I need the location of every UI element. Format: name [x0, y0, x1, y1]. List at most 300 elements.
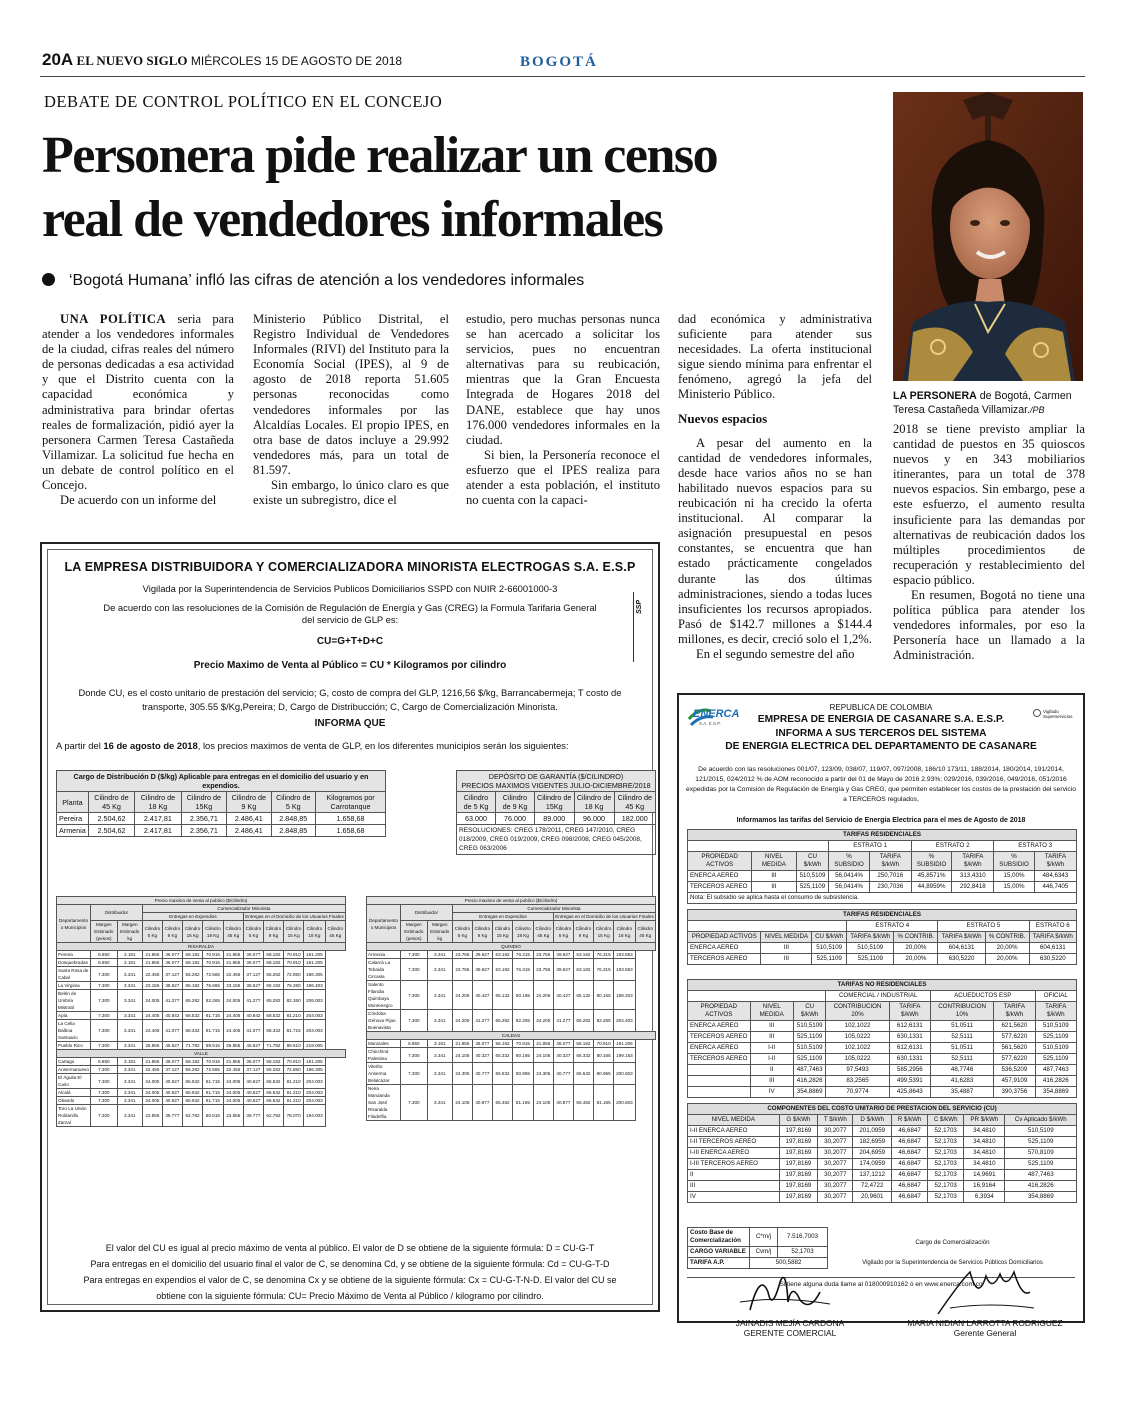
- table-cell: 21.855: [223, 959, 243, 967]
- table-cell: [688, 1065, 751, 1076]
- table-cell: 97,5493: [826, 1065, 889, 1076]
- guarantee-deposit-table: [456, 770, 656, 855]
- table-cell: 7.300: [91, 990, 118, 1012]
- column-header: Cilindro 18 Kg: [203, 921, 223, 943]
- column-header: Cv Aplicado $/kWh: [1005, 1115, 1077, 1126]
- table-cell: 446,7405: [1034, 882, 1076, 893]
- table-cell: 7.300: [91, 1042, 118, 1050]
- section-label: CALDAS: [367, 1032, 656, 1040]
- residential-tariffs-4-6: [687, 909, 1077, 965]
- table-cell: 34,4810: [964, 1159, 1005, 1170]
- table-cell: 52,1703: [928, 1181, 964, 1192]
- table-cell: 36.077: [162, 1058, 182, 1066]
- notice-intro: De acuerdo con las resoluciones de la Comisión de Regulación de Energía y Gas (CREG) la Formula Tarifaria General del servicio de GLP es:: [103, 602, 597, 625]
- cb-value: 7.516,7003: [778, 1228, 828, 1247]
- table-cell: 2.486,41: [227, 825, 271, 837]
- table-cell: I-II TERCEROS AEREO: [688, 1137, 780, 1148]
- table-cell: 21.855: [142, 951, 162, 959]
- table-cell: 52,5111: [931, 1054, 994, 1065]
- table-cell: 39.777: [162, 1105, 182, 1127]
- table-cell: 37.127: [162, 1066, 182, 1074]
- column-header: Cilindro de 45 Kg: [614, 792, 655, 813]
- column-header: Cilindro 45 Kg: [635, 921, 655, 943]
- table-row: [688, 1065, 1077, 1076]
- table-cell: 80.165: [593, 981, 613, 1010]
- column-header: TARIFA $/kWh: [1029, 932, 1076, 943]
- column-header: TARIFA $/kWh: [847, 932, 894, 943]
- table-cell: 24.005: [223, 1089, 243, 1097]
- table-cell: 23.755: [452, 951, 472, 959]
- table-cell: 40.627: [162, 1097, 182, 1105]
- tar-value: 500,5882: [750, 1258, 828, 1269]
- table-cell: 6.850: [91, 959, 118, 967]
- table-cell: 63.182: [573, 951, 593, 959]
- table-cell: 52,1703: [928, 1126, 964, 1137]
- table-cell: 3.341: [427, 1010, 452, 1032]
- column-header: Margen Estimado kg: [427, 921, 452, 943]
- column-header: Cilindro 45 Kg: [533, 921, 553, 943]
- table-cell: 65.182: [182, 982, 202, 990]
- table-cell: 630,5220: [938, 954, 985, 965]
- stratum-header: ESTRATO 1: [829, 841, 912, 852]
- table-cell: 604,6131: [938, 943, 985, 954]
- table-cell: 70.910: [283, 951, 303, 959]
- table-caption: TARIFAS RESIDENCIALES: [688, 830, 1077, 841]
- table-cell: 65.482: [573, 1085, 593, 1121]
- table-cell: 81.210: [283, 1074, 303, 1089]
- table-row: [57, 813, 386, 825]
- table-row: [688, 1076, 1077, 1087]
- paragraph: Ministerio Público Distrital, el Registro Individual de Vendedores Informales (RIVI) del Instituto para la Economía Social (IPES), al 9 de agosto de 2018 reporta 51.605 personas reconocidas como vendedores informales por las Alcaldías Locales. El propio IPES, en otra base de datos incluye a 29.992 vendedores más, para un total de 81.597.: [253, 312, 449, 477]
- table-cell: 65.282: [492, 1010, 512, 1032]
- section-name: BOGOTÁ: [520, 54, 598, 70]
- table-cell: 72,4722: [853, 1181, 892, 1192]
- table-cell: 22.455: [142, 967, 162, 982]
- footnote-line: El valor del CU es igual al precio máximo de venta al público. El valor de D se obtiene de la siguiente fórmula: D = CU-G-T: [105, 1243, 595, 1253]
- table-cell: 41.277: [243, 990, 263, 1012]
- table-cell: 51,0511: [931, 1021, 994, 1032]
- blank-cell: [688, 841, 829, 852]
- table-cell: 425,8643: [889, 1087, 930, 1098]
- deposit-value: 96.000: [574, 813, 614, 825]
- notice-title: LA EMPRESA DISTRIBUIDORA Y COMERCIALIZADORA MINORISTA ELECTROGAS S.A. E.S.P: [64, 560, 636, 574]
- table-cell: 58.182: [263, 1058, 283, 1066]
- table-cell: 48,7746: [931, 1065, 994, 1076]
- table-cell: 525,1109: [1035, 1054, 1076, 1065]
- table-cell: 24.105: [452, 1048, 472, 1063]
- table-cell: 65.532: [492, 1063, 512, 1085]
- table-cell: 525,1109: [1005, 1159, 1077, 1170]
- risaralda-valle-price-table: [56, 896, 346, 1127]
- table-cell: III: [752, 882, 796, 893]
- table-cell: 197,8169: [779, 1126, 818, 1137]
- table-cell: 40.877: [553, 1085, 573, 1121]
- column-header: Cilindro de 9 Kg: [495, 792, 534, 813]
- headline-line-1: Personera pide realizar un censo: [42, 127, 718, 184]
- table-cell: 197,8169: [779, 1192, 818, 1203]
- table-cell: 44,8959%: [911, 882, 951, 893]
- table-cell: 62.782: [263, 1105, 283, 1127]
- table-row: [688, 1032, 1077, 1043]
- table-row: [57, 1042, 346, 1050]
- table-cell: 21.855: [142, 959, 162, 967]
- table-cell: 3.341: [117, 967, 142, 982]
- table-cell: 65.532: [263, 1097, 283, 1105]
- table-cell: 72.850: [283, 1066, 303, 1074]
- table-cell: 46,6847: [892, 1126, 928, 1137]
- table-row: [57, 1020, 346, 1042]
- table-cell: 40.842: [243, 1012, 263, 1020]
- table-cell: 52,5111: [931, 1032, 994, 1043]
- table-cell: 51,0511: [931, 1043, 994, 1054]
- informa-line: DE ENERGIA ELECTRICA DEL DEPARTAMENTO DE CASANARE: [725, 741, 1037, 752]
- group-header: ACUEDUCTOS ESP: [931, 991, 1036, 1002]
- table-cell: Chinchiná Palestina: [367, 1048, 401, 1063]
- deposit-value: 76.000: [495, 813, 534, 825]
- caption-line: DEPÓSITO DE GARANTÍA ($/CILINDRO): [488, 772, 624, 781]
- table-cell: 36.077: [162, 959, 182, 967]
- paragraph: En el segundo semestre del año: [696, 646, 855, 661]
- footnote-line: obtiene con la siguiente fórmula: CU= Precio Máximo de Venta al Público / kilogramo por cilindro.: [156, 1291, 544, 1301]
- table-cell: 40.327: [472, 1048, 492, 1063]
- table-caption: COMPONENTES DEL COSTO UNITARIO DE PRESTACION DEL SERVICIO (CU): [688, 1104, 1077, 1115]
- column-header: TARIFA $/kWh: [952, 852, 994, 871]
- table-cell: I-III TERCEROS AEREO: [688, 1159, 780, 1170]
- table-cell: Apía: [57, 1012, 91, 1020]
- supervision-note: Vigilado por la Superintendencia de Servicios Públicos Domiciliarios: [862, 1260, 1043, 1266]
- column-header: Cilindro de 5 Kg: [457, 792, 496, 813]
- table-cell: 45,8571%: [911, 871, 951, 882]
- table-cell: 630,1331: [889, 1054, 930, 1065]
- section-row: [367, 943, 656, 951]
- table-cell: 46,6847: [892, 1137, 928, 1148]
- table-cell: 36.077: [243, 951, 263, 959]
- table-cell: 81.715: [283, 1020, 303, 1042]
- footnote-line: Para entregas en expendios el valor de C, se denomina Cx y se obtiene de la siguiente fórmula: Cx = CU-G-T-N-D. El valor del CU se: [83, 1275, 617, 1285]
- table-cell: 23.755: [533, 959, 553, 981]
- quindio-caldas-price-table: [366, 896, 656, 1121]
- column-header: Cilindro 45 Kg: [325, 921, 345, 943]
- column-header: T $/kWh: [818, 1115, 853, 1126]
- table-cell: 37.127: [243, 1066, 263, 1074]
- column-header: Cilindro 18 Kg: [614, 921, 635, 943]
- table-cell: 416,2826: [1005, 1181, 1077, 1192]
- table-row: [367, 1040, 656, 1048]
- column-header: NIVEL MEDIDA: [761, 932, 812, 943]
- table-cell: 197,8169: [779, 1170, 818, 1181]
- table-cell: 55.282: [182, 967, 202, 982]
- table-cell: Pueblo Rico: [57, 1042, 91, 1050]
- table-cell: 30,2077: [818, 1137, 853, 1148]
- table-cell: 41.077: [162, 1020, 182, 1042]
- lead-in: UNA POLÍTICA: [60, 312, 167, 326]
- table-row: [57, 1097, 346, 1105]
- table-cell: 37.127: [243, 967, 263, 982]
- table-cell: 81.165: [593, 1085, 613, 1121]
- table-cell: 15,00%: [994, 871, 1034, 882]
- table-cell: TERCEROS AEREO: [688, 1054, 751, 1065]
- table-cell: 204.003: [304, 1012, 325, 1020]
- table-cell: 219.005: [304, 1042, 325, 1050]
- table-cell: 204.003: [304, 1089, 325, 1097]
- table-cell: 70.915: [513, 1040, 533, 1048]
- table-cell: 24.005: [142, 990, 162, 1012]
- table-cell: Cartago: [57, 1058, 91, 1066]
- cb-unit: C*m/j: [750, 1228, 778, 1247]
- table-cell: 7.300: [401, 1085, 428, 1121]
- table-cell: 7.300: [91, 967, 118, 982]
- photo-credit: /PB: [1030, 405, 1045, 415]
- table-cell: 585,2956: [889, 1065, 930, 1076]
- resolutions-note: RESOLUCIONES: CREG 178/2011, CREG 147/2010, CREG 018/2009, CREG 019/2009, CREG 098/2008, CREG 045/2008, CREG 063/2006: [457, 825, 656, 855]
- table-cell: III: [752, 871, 796, 882]
- table-cell: 58.182: [182, 951, 202, 959]
- price-effective-note: [56, 740, 644, 751]
- table-cell: 390,3756: [994, 1087, 1035, 1098]
- enerca-notice: [677, 693, 1085, 1323]
- cb-label: Costo Base de Comercialización: [688, 1228, 750, 1247]
- stratum-header: ESTRATO 2: [911, 841, 994, 852]
- table-cell: 65.182: [263, 982, 283, 990]
- table-cell: 24.205: [533, 981, 553, 1010]
- column-header: Cilindro de 15Kg: [534, 792, 574, 813]
- table-row: [688, 1137, 1077, 1148]
- table-cell: 20,00%: [894, 954, 938, 965]
- table-cell: 21.855: [533, 1040, 553, 1048]
- table-caption: TARIFAS NO RESIDENCIALES: [688, 980, 1077, 991]
- col-group: Distribuidor: [401, 905, 453, 921]
- article-column-5: [893, 422, 1085, 664]
- table-cell: 416,2826: [1035, 1076, 1076, 1087]
- table-cell: 72.850: [283, 967, 303, 982]
- group-header: COMERCIAL / INDUSTRIAL: [826, 991, 931, 1002]
- table-cell: 510,5109: [1035, 1021, 1076, 1032]
- subsidy-note: Nota: El subsidio se aplica hasta el consumo de subsistencia.: [688, 893, 1077, 904]
- column-header: C $/kWh: [928, 1115, 964, 1126]
- table-cell: 81.715: [203, 1074, 223, 1089]
- table-cell: 52,1703: [928, 1159, 964, 1170]
- enerca-intro: De acuerdo con las resoluciones 001/07, 123/09, 038/07, 119/07, 097/2008, 186/10 173/11, 188/2014, 180/2014, 191/2014, 121/2015, 024/2012 % de AOM reconocido a partir del 01 de Mayo de 2016 2.93%; 029/2016, 039/2016, 049/2016, 051/2016 expedidas por la Comisión de Regulación de Energía y Gas CREG, que permiten establecer los costos de la prestación del servicio a TERCEROS regulados,: [686, 766, 1076, 803]
- table-cell: Manizales: [367, 1040, 401, 1048]
- notice-vigilada: Vigilada por la Superintendencia de Servicios Publicos Domiciliarios SSPD con NUIR 2-66001000-3: [142, 583, 558, 594]
- table-cell: II: [750, 1065, 793, 1076]
- table-cell: 24.005: [223, 990, 243, 1012]
- note-prefix: A partir del: [56, 740, 104, 751]
- table-cell: 20,00%: [894, 943, 938, 954]
- column-header: Margen Estimado (pesos): [401, 921, 428, 943]
- column-header: Cilindro de 18 Kg: [574, 792, 614, 813]
- table-cell: 204,6959: [853, 1148, 892, 1159]
- table-cell: 25.855: [142, 1042, 162, 1050]
- table-cell: 63.182: [492, 951, 512, 959]
- column-header: Cilindro 15 Kg: [492, 921, 512, 943]
- column-header: Cilindro de 18 Kg: [135, 792, 181, 813]
- table-cell: III: [750, 1021, 793, 1032]
- table-cell: Alcalá: [57, 1089, 91, 1097]
- table-cell: 65.532: [182, 1074, 202, 1089]
- table-row: [57, 982, 346, 990]
- table-cell: 23.855: [223, 1105, 243, 1127]
- table-cell: 7.300: [401, 951, 428, 959]
- table-cell: 52,1703: [928, 1148, 964, 1159]
- table-cell: 6,3934: [964, 1192, 1005, 1203]
- notice-footnotes: [58, 1240, 642, 1304]
- table-cell: 2.504,62: [88, 813, 134, 825]
- table-cell: 3.181: [117, 951, 142, 959]
- table-cell: 40.627: [243, 1097, 263, 1105]
- table-cell: 3.341: [117, 1089, 142, 1097]
- table-cell: 72.565: [203, 1066, 223, 1074]
- table-cell: 56,0414%: [829, 882, 869, 893]
- table-cell: II: [688, 1170, 780, 1181]
- table-cell: 30,2077: [818, 1170, 853, 1181]
- column-header: Kilogramos por Carrotanque: [316, 792, 386, 813]
- article-headline: [42, 124, 862, 252]
- table-cell: 41,6283: [931, 1076, 994, 1087]
- table-cell: 70.915: [203, 1058, 223, 1066]
- table-cell: Armenia: [367, 951, 401, 959]
- table-cell: 76.315: [513, 951, 533, 959]
- table-cell: 52,1703: [928, 1170, 964, 1181]
- column-header: % CONTRIB.: [894, 932, 938, 943]
- deposit-value: 89.000: [534, 813, 574, 825]
- table-cell: 39.777: [243, 1105, 263, 1127]
- table-row: [688, 1126, 1077, 1137]
- max-price-formula: Precio Maximo de Venta al Público = CU * Kilogramos por cilindro: [193, 660, 507, 671]
- table-row: [688, 1148, 1077, 1159]
- paragraph: Sin embargo, lo único claro es que existe un subregistro, dice el: [253, 478, 449, 508]
- table-cell: 80.165: [513, 1048, 533, 1063]
- column-header: NIVEL MEDIDA: [750, 1002, 793, 1021]
- table-cell: La Virginia: [57, 982, 91, 990]
- col-group: Entregas en el Domicilio de los Usuarios Finales: [245, 914, 344, 919]
- table-cell: 24.405: [142, 1012, 162, 1020]
- table-cell: 354,8869: [1005, 1192, 1077, 1203]
- signatory-role: GERENTE COMERCIAL: [743, 1328, 837, 1338]
- table-cell: 65.132: [492, 981, 512, 1010]
- table-cell: 70.910: [283, 1058, 303, 1066]
- article-column-2: [253, 312, 449, 508]
- table-cell: Ansermanuevo: [58, 1067, 89, 1072]
- table-cell: 58.182: [492, 1040, 512, 1048]
- table-cell: I-III ENERCA AEREO: [688, 1148, 780, 1159]
- table-cell: 23.155: [142, 982, 162, 990]
- tariff-formula: CU=G+T+D+C: [316, 636, 384, 647]
- table-cell: 24.205: [533, 1010, 553, 1032]
- table-cell: 186.305: [304, 1066, 325, 1074]
- table-cell: 21.855: [452, 1040, 472, 1048]
- newspaper-brand: EL NUEVO SIGLO: [76, 53, 188, 68]
- table-cell: El Águila El Cairo: [57, 1074, 91, 1089]
- table-cell: 68.332: [182, 1020, 202, 1042]
- column-header: TARIFA $/kWh: [1034, 852, 1076, 871]
- table-cell: 40.627: [243, 1074, 263, 1089]
- table-cell: 487,7463: [1035, 1065, 1076, 1076]
- table-cell: 52,1703: [928, 1137, 964, 1148]
- tar-label: TARIFA A.P.: [688, 1258, 750, 1269]
- table-cell: 65.532: [573, 1063, 593, 1085]
- table-cell: TERCEROS AEREO: [688, 1032, 751, 1043]
- table-cell: 20,00%: [985, 954, 1029, 965]
- table-cell: 65.132: [573, 981, 593, 1010]
- table-cell: 181.205: [304, 1058, 325, 1066]
- caption-lead: LA PERSONERA: [893, 390, 977, 402]
- table-cell: 2.504,62: [88, 825, 134, 837]
- table-cell: 250,7016: [869, 871, 911, 882]
- table-cell: 39.627: [553, 959, 573, 981]
- signatory-1: [720, 1318, 860, 1338]
- table-cell: TERCEROS AEREO: [688, 954, 761, 965]
- table-cell: 354,8869: [1035, 1087, 1076, 1098]
- table-cell: 65.532: [263, 1074, 283, 1089]
- column-header: TARIFA $/kWh: [889, 1002, 930, 1021]
- column-header: Cilindro 45 Kg: [223, 921, 243, 943]
- table-cell: 487,7463: [1005, 1170, 1077, 1181]
- article-subhead: [42, 272, 584, 290]
- table-cell: ENERCA AEREO: [688, 943, 761, 954]
- table-cell: 58.182: [573, 1040, 593, 1048]
- handwritten-signature: [930, 1262, 1040, 1322]
- table-cell: 58.182: [182, 1058, 202, 1066]
- table-cell: 24.105: [533, 1085, 553, 1121]
- table-cell: 201,0959: [853, 1126, 892, 1137]
- table-cell: 194.003: [304, 1105, 325, 1127]
- table-cell: 510,5109: [847, 943, 894, 954]
- note-suffix: , los precios maximos de venta de GLP, en los diferentes municipios serán los siguientes:: [197, 740, 569, 751]
- col-group: Comercializador Minorista: [142, 905, 345, 913]
- table-cell: 510,5109: [1005, 1126, 1077, 1137]
- table-cell: 200.603: [614, 1085, 635, 1121]
- table-cell: 3.341: [427, 959, 452, 981]
- table-cell: 58.182: [263, 951, 283, 959]
- table-row: [367, 981, 656, 1010]
- table-cell: 70.915: [203, 959, 223, 967]
- table-cell: 204.003: [304, 1097, 325, 1105]
- table-cell: 40.627: [162, 1089, 182, 1097]
- table-row: [57, 1089, 346, 1097]
- column-header: Cilindro 5 Kg: [142, 921, 162, 943]
- table-cell: Viterbo Anserma Belalcázar: [367, 1063, 401, 1085]
- table-row: [57, 1105, 346, 1127]
- table-cell: 70,9774: [826, 1087, 889, 1098]
- table-cell: 55.282: [263, 1066, 283, 1074]
- caption-line: PRECIOS MAXIMOS VIGENTES JULIO-DICIEMBRE/2018: [461, 781, 651, 790]
- table-cell: 46,6847: [892, 1148, 928, 1159]
- table-cell: 577,6220: [994, 1054, 1035, 1065]
- table-cell: 78.070: [283, 1105, 303, 1127]
- table-cell: Pereira: [57, 813, 89, 825]
- col-group: Entregas en Expendios: [142, 913, 243, 921]
- table-cell: 525,1109: [1035, 1032, 1076, 1043]
- table-cell: 3.341: [117, 1097, 142, 1105]
- table-row: [688, 1192, 1077, 1203]
- table-cell: 15,00%: [994, 882, 1034, 893]
- table-cell: 3.341: [117, 990, 142, 1012]
- table-cell: 7.300: [401, 981, 428, 1010]
- cargo-commercialization: Cargo de Comercialización: [915, 1238, 990, 1246]
- republica-line: REPUBLICA DE COLOMBIA: [829, 703, 933, 712]
- table-cell: 76.315: [513, 959, 533, 981]
- table-cell: 65.482: [492, 1085, 512, 1121]
- table-cell: 38.527: [162, 982, 182, 990]
- column-header: TARIFA $/kWh: [869, 852, 911, 871]
- table-cell: 570,8109: [1005, 1148, 1077, 1159]
- cv-label: CARGO VARIABLE: [688, 1247, 750, 1258]
- table-cell: 7.300: [401, 1048, 428, 1063]
- column-header: NIVEL MEDIDA: [688, 1115, 780, 1126]
- table-cell: 24.005: [223, 1074, 243, 1089]
- subheading: Nuevos espacios: [678, 410, 768, 426]
